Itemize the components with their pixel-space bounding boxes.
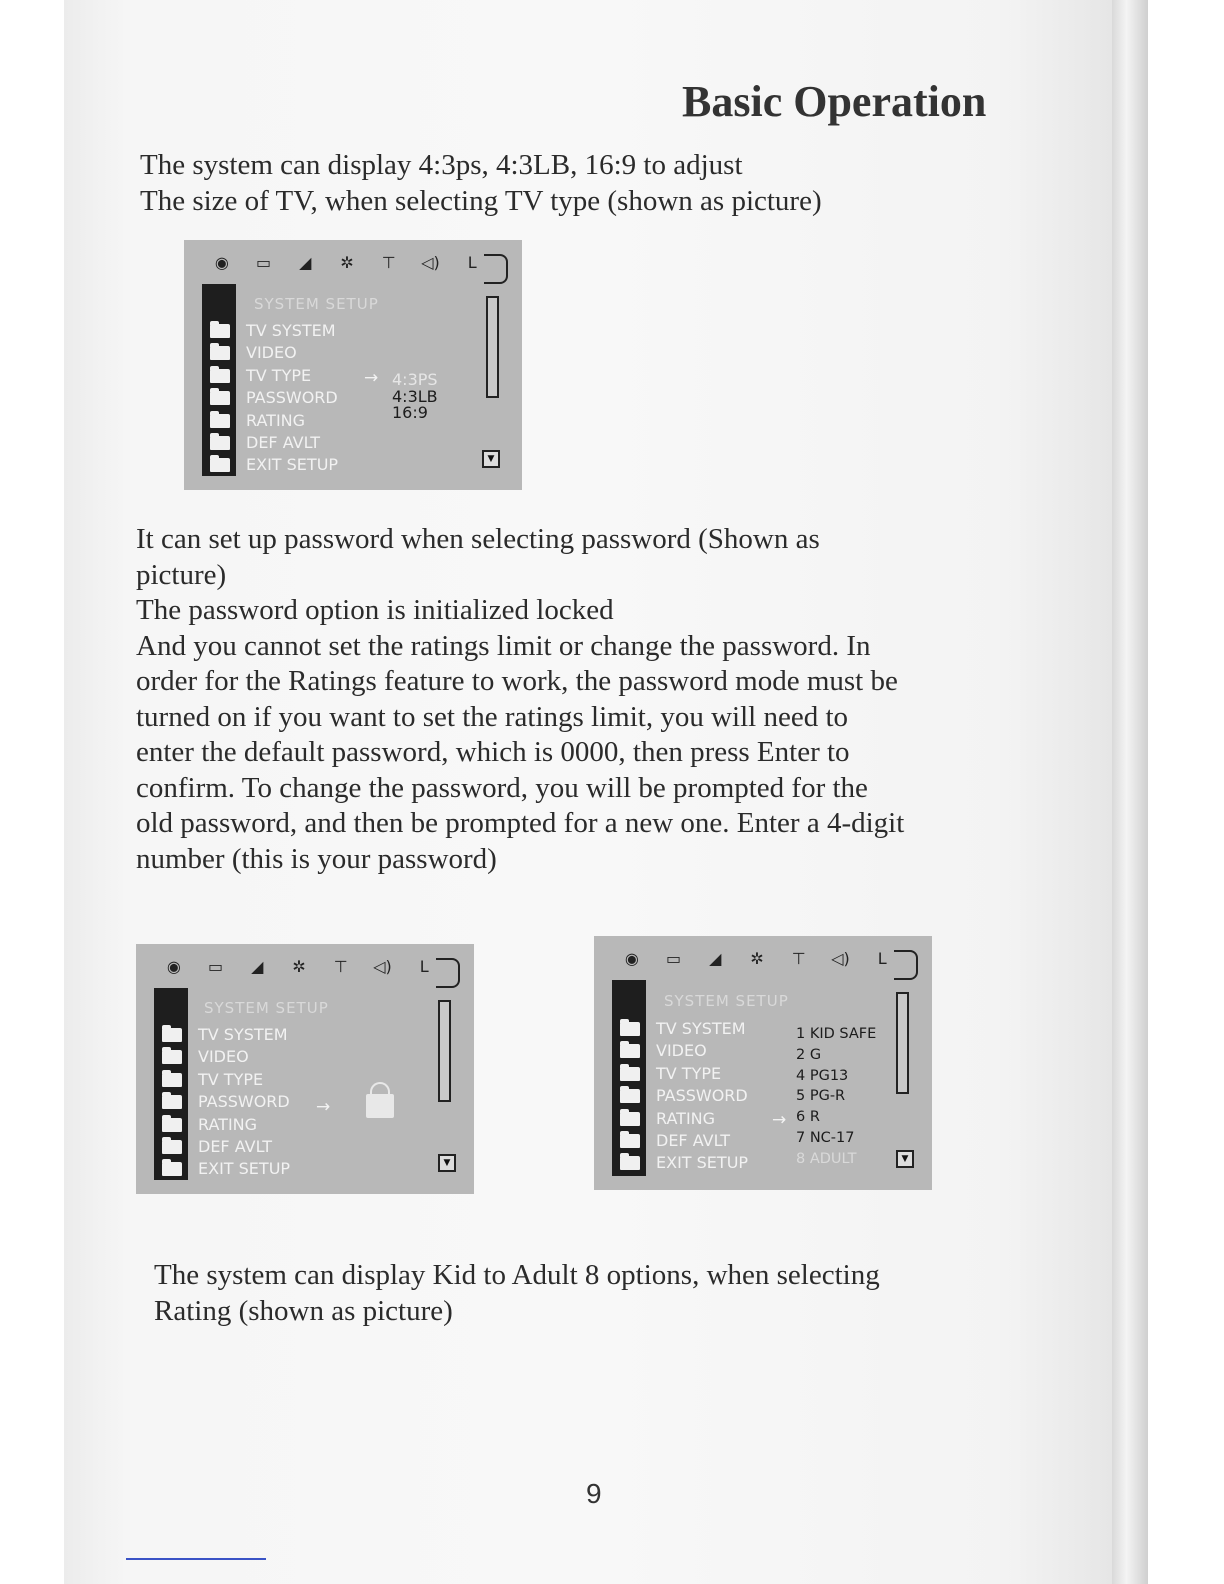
exit-bracket-icon	[484, 254, 508, 284]
folder-icon	[620, 1044, 640, 1058]
folder-icon	[162, 1140, 182, 1154]
osd-menu	[202, 320, 338, 477]
folder-icon	[620, 1156, 640, 1170]
osd-scrollbar[interactable]	[896, 992, 909, 1094]
osd-password-screenshot	[136, 944, 474, 1194]
rating-paragraph	[154, 1258, 1034, 1329]
volume-icon: ◁)	[421, 252, 440, 272]
exit-bracket-icon	[436, 958, 460, 988]
menu-item-exit-setup[interactable]: EXIT SETUP	[202, 454, 338, 476]
osd-tv-type-screenshot	[184, 240, 522, 490]
osd-menu	[154, 1024, 290, 1181]
folder-icon	[620, 1112, 640, 1126]
rating-option[interactable]: 4 PG13	[796, 1067, 849, 1084]
menu-item-rating[interactable]: RATING	[612, 1108, 748, 1130]
text-line: The system can display 4:3ps, 4:3LB, 16:9 to adjust	[140, 149, 743, 181]
menu-item-def-avlt[interactable]: DEF AVLT	[612, 1130, 748, 1152]
folder-icon	[210, 324, 230, 338]
menu-item-video[interactable]: VIDEO	[154, 1046, 290, 1068]
rating-option[interactable]: 6 R	[796, 1109, 820, 1126]
folder-icon	[620, 1022, 640, 1036]
speaker-icon: ◢	[299, 252, 312, 272]
antenna-icon: ⊤	[791, 948, 806, 968]
page-title: Basic Operation	[682, 77, 987, 126]
rating-option[interactable]: 7 NC-17	[796, 1129, 855, 1146]
text-line: order for the Ratings feature to work, the password mode must be	[136, 665, 898, 697]
folder-icon	[210, 346, 230, 360]
tv-type-option-16-9[interactable]: 16:9	[392, 403, 428, 422]
gear-icon: ✲	[340, 252, 354, 272]
menu-item-tv-type[interactable]: TV TYPE	[154, 1069, 290, 1091]
menu-item-tv-type[interactable]: TV TYPE	[202, 365, 338, 387]
menu-item-def-avlt[interactable]: DEF AVLT	[202, 432, 338, 454]
menu-item-def-avlt[interactable]: DEF AVLT	[154, 1136, 290, 1158]
osd-scrollbar[interactable]	[486, 296, 499, 398]
folder-icon	[210, 369, 230, 383]
folder-icon	[210, 391, 230, 405]
menu-item-rating[interactable]: RATING	[202, 410, 338, 432]
text-line: enter the default password, which is 0000, then press Enter to	[136, 736, 850, 768]
text-line: confirm. To change the password, you will be prompted for the	[136, 771, 868, 804]
volume-icon: ◁)	[373, 956, 392, 976]
volume-icon: ◁)	[831, 948, 850, 968]
menu-item-exit-setup[interactable]: EXIT SETUP	[612, 1152, 748, 1174]
menu-item-tv-system[interactable]: TV SYSTEM	[154, 1024, 290, 1046]
folder-icon	[162, 1162, 182, 1176]
menu-item-tv-type[interactable]: TV TYPE	[612, 1063, 748, 1085]
osd-scrollbar[interactable]	[438, 1000, 451, 1102]
gear-icon: ✲	[750, 948, 764, 968]
menu-item-video[interactable]: VIDEO	[612, 1040, 748, 1062]
tv-type-option-4-3lb[interactable]: 4:3LB	[392, 387, 438, 406]
menu-item-tv-system[interactable]: TV SYSTEM	[202, 320, 338, 342]
disc-icon: ◉	[624, 948, 639, 968]
gear-icon: ✲	[292, 956, 306, 976]
rating-option[interactable]: 1 KID SAFE	[796, 1026, 877, 1042]
rating-option[interactable]: 5 PG-R	[796, 1088, 846, 1105]
menu-item-rating[interactable]: RATING	[154, 1114, 290, 1136]
rating-options	[796, 1024, 876, 1170]
language-icon: L	[877, 948, 887, 968]
text-line: And you cannot set the ratings limit or change the password. In	[136, 629, 871, 662]
folder-icon	[162, 1095, 182, 1109]
folder-icon	[620, 1067, 640, 1081]
language-icon: L	[467, 252, 477, 272]
monitor-icon: ▭	[208, 956, 224, 976]
folder-icon	[620, 1134, 640, 1148]
osd-icon-bar	[184, 240, 482, 284]
menu-item-password[interactable]: PASSWORD	[154, 1091, 290, 1113]
osd-menu	[612, 1018, 748, 1175]
disc-icon: ◉	[214, 252, 229, 272]
selection-arrow-icon: →	[316, 1097, 331, 1117]
folder-icon	[620, 1089, 640, 1103]
osd-rating-screenshot	[594, 936, 932, 1190]
folder-icon	[210, 458, 230, 472]
text-line: turned on if you want to set the ratings limit, you will need to	[136, 700, 849, 733]
page-number: 9	[586, 1478, 602, 1509]
folder-icon	[210, 414, 230, 428]
text-line: old password, and then be prompted for a new one. Enter a 4-digit	[136, 807, 905, 839]
scroll-down-icon[interactable]: ▼	[896, 1150, 914, 1168]
menu-item-video[interactable]: VIDEO	[202, 342, 338, 364]
menu-item-exit-setup[interactable]: EXIT SETUP	[154, 1158, 290, 1180]
folder-icon	[162, 1050, 182, 1064]
scroll-down-icon[interactable]: ▼	[438, 1154, 456, 1172]
rating-option[interactable]: 8 ADULT	[796, 1150, 857, 1167]
scroll-down-icon[interactable]: ▼	[482, 450, 500, 468]
footer-underline	[126, 1558, 266, 1560]
speaker-icon: ◢	[709, 948, 722, 968]
antenna-icon: ⊤	[381, 252, 396, 272]
tv-type-option-4-3ps[interactable]: 4:3PS	[392, 370, 438, 389]
disc-icon: ◉	[166, 956, 181, 976]
text-line: number (this is your password)	[136, 842, 497, 875]
folder-icon	[162, 1118, 182, 1132]
osd-header: SYSTEM SETUP	[664, 992, 789, 1010]
menu-item-tv-system[interactable]: TV SYSTEM	[612, 1018, 748, 1040]
folder-icon	[210, 436, 230, 450]
lock-icon	[366, 1094, 394, 1118]
text-line: The system can display Kid to Adult 8 options, when selecting	[154, 1259, 880, 1291]
page-binding	[1112, 0, 1148, 1584]
exit-bracket-icon	[894, 950, 918, 980]
selection-arrow-icon: →	[772, 1110, 787, 1130]
osd-header: SYSTEM SETUP	[254, 295, 379, 313]
osd-icon-bar	[594, 936, 892, 980]
password-paragraph	[136, 522, 1056, 877]
text-line: The size of TV, when selecting TV type (shown as picture)	[140, 184, 822, 217]
speaker-icon: ◢	[251, 956, 264, 976]
monitor-icon: ▭	[256, 252, 272, 272]
monitor-icon: ▭	[666, 948, 682, 968]
text-line: The password option is initialized locked	[136, 594, 614, 626]
folder-icon	[162, 1028, 182, 1042]
language-icon: L	[419, 956, 429, 976]
text-line: It can set up password when selecting password (Shown as	[136, 523, 820, 555]
antenna-icon: ⊤	[333, 956, 348, 976]
menu-item-password[interactable]: PASSWORD	[612, 1085, 748, 1107]
osd-header: SYSTEM SETUP	[204, 999, 329, 1017]
folder-icon	[162, 1073, 182, 1087]
rating-option[interactable]: 2 G	[796, 1046, 822, 1063]
menu-item-password[interactable]: PASSWORD	[202, 387, 338, 409]
text-line: Rating (shown as picture)	[154, 1294, 453, 1327]
intro-paragraph	[140, 148, 920, 219]
osd-icon-bar	[136, 944, 434, 988]
selection-arrow-icon: →	[364, 368, 379, 388]
text-line: picture)	[136, 558, 227, 591]
